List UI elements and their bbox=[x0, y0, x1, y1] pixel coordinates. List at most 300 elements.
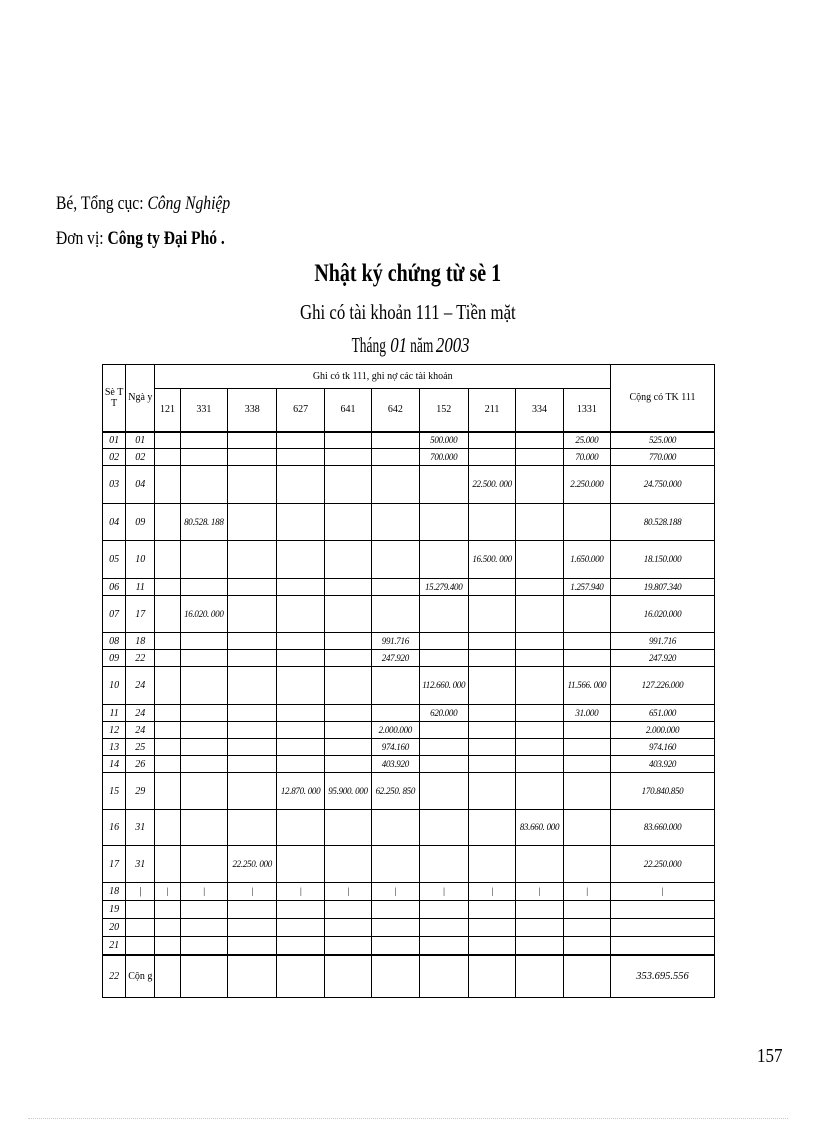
row-amount bbox=[516, 705, 563, 722]
row-amount bbox=[228, 810, 277, 846]
row-amount bbox=[419, 773, 468, 810]
row-amount bbox=[468, 432, 515, 449]
row-amount bbox=[468, 919, 515, 937]
row-total: 24.750.000 bbox=[611, 466, 715, 504]
table-row bbox=[103, 541, 715, 579]
row-total: 403.920 bbox=[611, 756, 715, 773]
row-amount bbox=[372, 667, 419, 705]
row-total: 525.000 bbox=[611, 432, 715, 449]
col-account-header: 334 bbox=[516, 389, 563, 432]
period-mid: năm bbox=[409, 333, 433, 357]
total-stt: 22 bbox=[103, 955, 126, 998]
col-account-header: 642 bbox=[372, 389, 419, 432]
row-amount: 22.500. 000 bbox=[468, 466, 515, 504]
row-amount bbox=[419, 633, 468, 650]
row-amount bbox=[324, 919, 371, 937]
row-amount bbox=[228, 901, 277, 919]
row-amount: 16.020. 000 bbox=[180, 596, 227, 633]
row-amount bbox=[277, 633, 324, 650]
row-amount bbox=[372, 705, 419, 722]
total-row bbox=[103, 955, 715, 998]
row-date bbox=[126, 901, 155, 919]
table-row bbox=[103, 773, 715, 810]
row-amount: | bbox=[468, 883, 515, 901]
row-amount bbox=[180, 579, 227, 596]
row-amount: | bbox=[228, 883, 277, 901]
row-amount bbox=[155, 937, 180, 955]
row-amount bbox=[563, 739, 610, 756]
row-amount bbox=[277, 449, 324, 466]
row-date: 04 bbox=[126, 466, 155, 504]
row-date: 18 bbox=[126, 633, 155, 650]
table-row bbox=[103, 883, 715, 901]
row-amount: 620.000 bbox=[419, 705, 468, 722]
row-amount bbox=[468, 650, 515, 667]
row-date: 10 bbox=[126, 541, 155, 579]
table-row bbox=[103, 901, 715, 919]
row-amount bbox=[419, 937, 468, 955]
row-amount bbox=[372, 432, 419, 449]
row-amount bbox=[155, 846, 180, 883]
table-row bbox=[103, 449, 715, 466]
table-row bbox=[103, 722, 715, 739]
row-amount bbox=[180, 667, 227, 705]
row-amount bbox=[516, 504, 563, 541]
row-amount bbox=[180, 466, 227, 504]
row-amount bbox=[277, 579, 324, 596]
row-amount bbox=[155, 919, 180, 937]
row-date: 24 bbox=[126, 667, 155, 705]
row-amount: | bbox=[180, 883, 227, 901]
row-amount bbox=[180, 901, 227, 919]
row-amount bbox=[155, 810, 180, 846]
total-empty-cell bbox=[516, 955, 563, 998]
row-amount bbox=[468, 705, 515, 722]
row-amount bbox=[468, 810, 515, 846]
row-total: 247.920 bbox=[611, 650, 715, 667]
row-amount bbox=[228, 596, 277, 633]
col-account-header: 152 bbox=[419, 389, 468, 432]
row-amount bbox=[277, 756, 324, 773]
ledger-table bbox=[102, 364, 715, 998]
row-amount bbox=[324, 705, 371, 722]
row-stt: 18 bbox=[103, 883, 126, 901]
row-date: 31 bbox=[126, 810, 155, 846]
row-amount bbox=[563, 919, 610, 937]
row-amount: 31.000 bbox=[563, 705, 610, 722]
table-row bbox=[103, 919, 715, 937]
grand-total: 353.695.556 bbox=[611, 955, 715, 998]
col-group-header: Ghi có tk 111, ghi nợ các tài khoản bbox=[155, 365, 611, 389]
row-stt: 01 bbox=[103, 432, 126, 449]
row-amount bbox=[180, 449, 227, 466]
row-amount bbox=[228, 937, 277, 955]
row-amount bbox=[277, 596, 324, 633]
row-amount bbox=[277, 650, 324, 667]
row-amount bbox=[516, 773, 563, 810]
total-empty-cell bbox=[155, 955, 180, 998]
total-empty-cell bbox=[563, 955, 610, 998]
col-account-header: 641 bbox=[324, 389, 371, 432]
page-footer-divider bbox=[28, 1118, 788, 1119]
row-stt: 17 bbox=[103, 846, 126, 883]
row-amount bbox=[516, 919, 563, 937]
header-unit-value: Công ty Đại Phó . bbox=[107, 228, 225, 249]
row-stt: 02 bbox=[103, 449, 126, 466]
row-amount bbox=[468, 633, 515, 650]
row-amount bbox=[324, 579, 371, 596]
row-amount bbox=[155, 739, 180, 756]
row-total: 2.000.000 bbox=[611, 722, 715, 739]
row-amount bbox=[324, 739, 371, 756]
row-amount bbox=[155, 650, 180, 667]
row-amount bbox=[419, 504, 468, 541]
row-total: 83.660.000 bbox=[611, 810, 715, 846]
row-amount bbox=[155, 705, 180, 722]
table-row bbox=[103, 650, 715, 667]
row-amount bbox=[228, 449, 277, 466]
row-total: 80.528.188 bbox=[611, 504, 715, 541]
row-total: 19.807.340 bbox=[611, 579, 715, 596]
row-amount bbox=[324, 756, 371, 773]
row-total: 18.150.000 bbox=[611, 541, 715, 579]
col-stt-header: Sè T T bbox=[103, 365, 126, 432]
table-row bbox=[103, 504, 715, 541]
row-amount bbox=[516, 596, 563, 633]
row-amount bbox=[516, 722, 563, 739]
row-amount bbox=[372, 504, 419, 541]
row-stt: 10 bbox=[103, 667, 126, 705]
row-stt: 19 bbox=[103, 901, 126, 919]
row-date: 22 bbox=[126, 650, 155, 667]
header-ministry bbox=[56, 193, 230, 215]
col-date-header: Ngà y bbox=[126, 365, 155, 432]
row-amount: | bbox=[516, 883, 563, 901]
row-amount bbox=[516, 650, 563, 667]
row-amount bbox=[228, 919, 277, 937]
row-stt: 13 bbox=[103, 739, 126, 756]
row-amount: 403.920 bbox=[372, 756, 419, 773]
row-total: | bbox=[611, 883, 715, 901]
row-amount bbox=[419, 596, 468, 633]
row-stt: 16 bbox=[103, 810, 126, 846]
row-total bbox=[611, 901, 715, 919]
row-amount bbox=[324, 667, 371, 705]
row-amount bbox=[516, 541, 563, 579]
row-stt: 20 bbox=[103, 919, 126, 937]
row-amount bbox=[155, 596, 180, 633]
row-stt: 15 bbox=[103, 773, 126, 810]
row-amount bbox=[324, 810, 371, 846]
row-amount bbox=[468, 596, 515, 633]
row-date: 24 bbox=[126, 705, 155, 722]
row-amount bbox=[277, 541, 324, 579]
row-amount bbox=[324, 432, 371, 449]
table-row bbox=[103, 937, 715, 955]
row-amount bbox=[180, 919, 227, 937]
row-amount bbox=[228, 432, 277, 449]
row-amount bbox=[468, 504, 515, 541]
table-row bbox=[103, 705, 715, 722]
row-amount bbox=[277, 901, 324, 919]
row-amount bbox=[228, 579, 277, 596]
row-date: 29 bbox=[126, 773, 155, 810]
row-amount bbox=[563, 901, 610, 919]
row-amount bbox=[372, 449, 419, 466]
row-stt: 09 bbox=[103, 650, 126, 667]
row-amount bbox=[180, 937, 227, 955]
row-amount bbox=[563, 810, 610, 846]
row-amount: 95.900. 000 bbox=[324, 773, 371, 810]
row-amount bbox=[228, 773, 277, 810]
row-amount bbox=[468, 756, 515, 773]
row-amount bbox=[516, 449, 563, 466]
row-amount bbox=[372, 846, 419, 883]
row-amount: 991.716 bbox=[372, 633, 419, 650]
total-empty-cell bbox=[372, 955, 419, 998]
row-amount bbox=[419, 541, 468, 579]
row-stt: 12 bbox=[103, 722, 126, 739]
row-amount bbox=[277, 846, 324, 883]
row-amount bbox=[372, 919, 419, 937]
row-amount bbox=[228, 667, 277, 705]
document-title: Nhật ký chứng từ sè 1 bbox=[314, 260, 502, 287]
row-amount bbox=[277, 504, 324, 541]
row-amount bbox=[277, 739, 324, 756]
row-amount bbox=[180, 650, 227, 667]
row-amount bbox=[516, 579, 563, 596]
row-amount bbox=[324, 596, 371, 633]
row-amount bbox=[155, 901, 180, 919]
row-amount bbox=[155, 633, 180, 650]
row-amount bbox=[468, 667, 515, 705]
row-amount bbox=[277, 919, 324, 937]
row-date bbox=[126, 937, 155, 955]
row-amount bbox=[155, 773, 180, 810]
row-amount: | bbox=[372, 883, 419, 901]
row-amount bbox=[324, 449, 371, 466]
row-amount: 1.257.940 bbox=[563, 579, 610, 596]
period-year: 2003 bbox=[435, 333, 470, 357]
row-amount bbox=[324, 633, 371, 650]
row-amount bbox=[155, 541, 180, 579]
row-amount: 700.000 bbox=[419, 449, 468, 466]
row-amount bbox=[155, 579, 180, 596]
row-amount bbox=[228, 466, 277, 504]
row-amount bbox=[180, 810, 227, 846]
row-amount: 2.000.000 bbox=[372, 722, 419, 739]
row-amount bbox=[277, 722, 324, 739]
row-amount bbox=[516, 432, 563, 449]
row-total: 651.000 bbox=[611, 705, 715, 722]
row-stt: 21 bbox=[103, 937, 126, 955]
row-amount bbox=[324, 504, 371, 541]
table-row bbox=[103, 756, 715, 773]
row-amount: 70.000 bbox=[563, 449, 610, 466]
col-account-header: 121 bbox=[155, 389, 180, 432]
row-amount bbox=[372, 810, 419, 846]
row-stt: 04 bbox=[103, 504, 126, 541]
row-amount bbox=[180, 432, 227, 449]
total-empty-cell bbox=[324, 955, 371, 998]
row-total: 16.020.000 bbox=[611, 596, 715, 633]
row-amount bbox=[563, 504, 610, 541]
row-amount bbox=[516, 739, 563, 756]
col-account-header: 211 bbox=[468, 389, 515, 432]
row-stt: 06 bbox=[103, 579, 126, 596]
row-amount bbox=[228, 756, 277, 773]
row-total bbox=[611, 937, 715, 955]
row-amount bbox=[155, 504, 180, 541]
row-amount bbox=[155, 722, 180, 739]
col-total-header: Cộng có TK 111 bbox=[611, 365, 715, 432]
row-amount bbox=[324, 650, 371, 667]
row-amount bbox=[419, 901, 468, 919]
row-amount bbox=[563, 846, 610, 883]
row-date: 26 bbox=[126, 756, 155, 773]
table-row bbox=[103, 846, 715, 883]
row-total: 974.160 bbox=[611, 739, 715, 756]
row-amount bbox=[277, 810, 324, 846]
period-month: 01 bbox=[389, 333, 407, 357]
row-amount: 83.660. 000 bbox=[516, 810, 563, 846]
row-amount bbox=[372, 596, 419, 633]
document-period bbox=[0, 333, 816, 358]
row-date bbox=[126, 919, 155, 937]
total-empty-cell bbox=[228, 955, 277, 998]
row-amount bbox=[372, 579, 419, 596]
row-date: 09 bbox=[126, 504, 155, 541]
total-empty-cell bbox=[468, 955, 515, 998]
col-account-header: 331 bbox=[180, 389, 227, 432]
col-account-header: 627 bbox=[277, 389, 324, 432]
row-amount bbox=[516, 667, 563, 705]
row-amount bbox=[372, 937, 419, 955]
row-amount bbox=[468, 901, 515, 919]
table-row bbox=[103, 810, 715, 846]
row-amount bbox=[155, 432, 180, 449]
row-amount bbox=[277, 667, 324, 705]
row-amount bbox=[372, 466, 419, 504]
row-amount bbox=[419, 846, 468, 883]
row-amount bbox=[324, 901, 371, 919]
row-amount bbox=[419, 756, 468, 773]
row-amount bbox=[372, 541, 419, 579]
row-amount: 22.250. 000 bbox=[228, 846, 277, 883]
row-amount: | bbox=[155, 883, 180, 901]
row-date: 31 bbox=[126, 846, 155, 883]
header-unit-prefix: Đơn vị: bbox=[56, 228, 108, 249]
row-amount: 25.000 bbox=[563, 432, 610, 449]
row-date: 17 bbox=[126, 596, 155, 633]
row-amount bbox=[277, 705, 324, 722]
row-amount bbox=[228, 739, 277, 756]
row-amount bbox=[228, 633, 277, 650]
header-unit bbox=[56, 228, 225, 250]
row-amount bbox=[468, 846, 515, 883]
row-total: 22.250.000 bbox=[611, 846, 715, 883]
row-amount bbox=[468, 579, 515, 596]
row-amount bbox=[180, 846, 227, 883]
row-amount bbox=[277, 937, 324, 955]
row-amount bbox=[516, 466, 563, 504]
row-amount bbox=[155, 449, 180, 466]
row-amount: 16.500. 000 bbox=[468, 541, 515, 579]
col-account-header: 338 bbox=[228, 389, 277, 432]
row-amount bbox=[563, 596, 610, 633]
document-subtitle: Ghi có tài khoản 111 – Tiền mặt bbox=[300, 300, 516, 324]
row-amount bbox=[228, 722, 277, 739]
row-amount bbox=[324, 846, 371, 883]
row-amount bbox=[516, 937, 563, 955]
row-amount bbox=[468, 722, 515, 739]
row-date: | bbox=[126, 883, 155, 901]
row-amount bbox=[563, 722, 610, 739]
table-row bbox=[103, 739, 715, 756]
row-amount: 974.160 bbox=[372, 739, 419, 756]
row-date: 25 bbox=[126, 739, 155, 756]
row-stt: 03 bbox=[103, 466, 126, 504]
row-amount bbox=[563, 937, 610, 955]
row-stt: 11 bbox=[103, 705, 126, 722]
row-amount bbox=[180, 722, 227, 739]
row-total: 170.840.850 bbox=[611, 773, 715, 810]
row-stt: 07 bbox=[103, 596, 126, 633]
row-amount bbox=[419, 810, 468, 846]
row-total: 127.226.000 bbox=[611, 667, 715, 705]
row-amount: 11.566. 000 bbox=[563, 667, 610, 705]
row-amount bbox=[419, 739, 468, 756]
row-total: 991.716 bbox=[611, 633, 715, 650]
row-amount bbox=[468, 739, 515, 756]
row-total: 770.000 bbox=[611, 449, 715, 466]
row-amount: 12.870. 000 bbox=[277, 773, 324, 810]
total-empty-cell bbox=[419, 955, 468, 998]
row-amount bbox=[180, 773, 227, 810]
row-stt: 14 bbox=[103, 756, 126, 773]
row-amount: | bbox=[277, 883, 324, 901]
row-stt: 08 bbox=[103, 633, 126, 650]
row-amount: 15.279.400 bbox=[419, 579, 468, 596]
row-amount bbox=[516, 901, 563, 919]
row-amount bbox=[155, 667, 180, 705]
row-amount bbox=[277, 466, 324, 504]
table-row bbox=[103, 432, 715, 449]
row-amount bbox=[180, 705, 227, 722]
row-amount: 62.250. 850 bbox=[372, 773, 419, 810]
row-amount bbox=[324, 937, 371, 955]
row-total bbox=[611, 919, 715, 937]
row-amount bbox=[468, 449, 515, 466]
header-ministry-value: Công Nghiệp bbox=[147, 193, 231, 214]
row-amount bbox=[563, 773, 610, 810]
total-label: Cộn g bbox=[126, 955, 155, 998]
row-amount bbox=[419, 919, 468, 937]
row-amount bbox=[277, 432, 324, 449]
row-amount bbox=[324, 541, 371, 579]
row-amount bbox=[516, 846, 563, 883]
page-number: 157 bbox=[757, 1045, 783, 1067]
row-amount bbox=[468, 937, 515, 955]
row-amount bbox=[228, 541, 277, 579]
row-amount bbox=[180, 756, 227, 773]
row-amount bbox=[419, 466, 468, 504]
row-amount bbox=[228, 504, 277, 541]
row-date: 11 bbox=[126, 579, 155, 596]
table-row bbox=[103, 667, 715, 705]
row-date: 24 bbox=[126, 722, 155, 739]
row-amount bbox=[563, 650, 610, 667]
